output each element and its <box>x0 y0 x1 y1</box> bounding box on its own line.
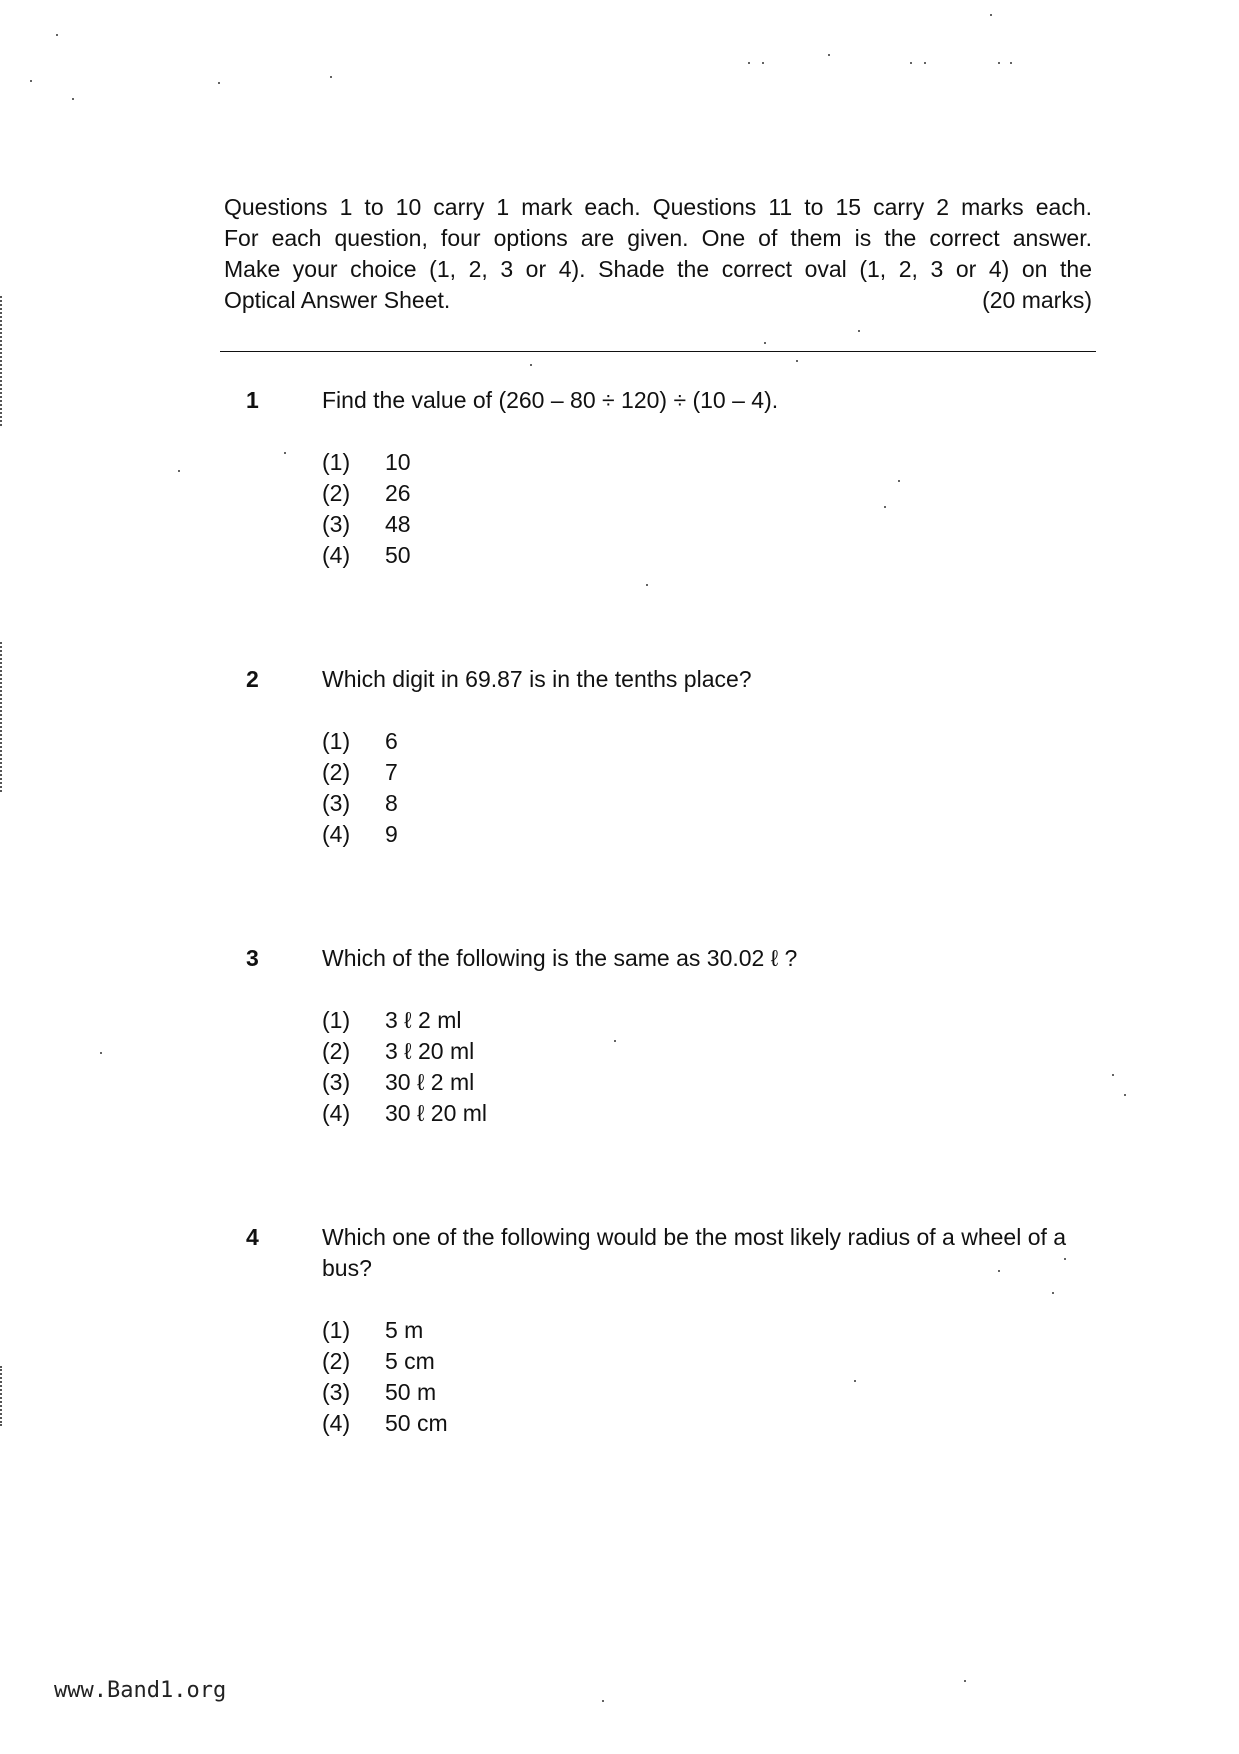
question-text: Which digit in 69.87 is in the tenths place? <box>322 666 752 692</box>
scan-speck <box>924 62 926 64</box>
option-value: 30 ℓ 2 ml <box>385 1069 475 1095</box>
option-item <box>322 478 411 509</box>
option-value: 50 m <box>385 1379 437 1405</box>
scan-speck <box>964 1680 966 1682</box>
scan-speck <box>1010 62 1012 64</box>
option-value: 8 <box>385 790 398 816</box>
option-list <box>322 1005 487 1129</box>
question-number: 2 <box>246 666 259 692</box>
option-label: (1) <box>322 1007 351 1033</box>
option-item <box>322 1377 448 1408</box>
scan-speck <box>898 480 900 482</box>
scan-speck <box>100 1052 102 1054</box>
option-item <box>322 1067 487 1098</box>
scan-edge-mark <box>0 1366 5 1426</box>
question-text: Which of the following is the same as 30.02 ℓ ? <box>322 945 798 971</box>
option-value: 50 <box>385 542 411 568</box>
scan-speck <box>284 452 286 454</box>
instructions-last-line <box>224 285 1092 316</box>
option-item <box>322 509 411 540</box>
option-value: 26 <box>385 480 411 506</box>
option-value: 5 cm <box>385 1348 435 1374</box>
scan-speck <box>858 330 860 332</box>
option-value: 7 <box>385 759 398 785</box>
scan-speck <box>764 342 766 344</box>
option-item <box>322 819 398 850</box>
option-value: 6 <box>385 728 398 754</box>
option-label: (4) <box>322 821 351 847</box>
option-label: (1) <box>322 1317 351 1343</box>
option-label: (4) <box>322 542 351 568</box>
option-label: (2) <box>322 1038 351 1064</box>
option-label: (4) <box>322 1100 351 1126</box>
scan-speck <box>828 54 830 56</box>
option-item <box>322 540 411 571</box>
question-text: Which one of the following would be the most likely radius of a wheel of a bus? <box>322 1224 1067 1281</box>
option-value: 50 cm <box>385 1410 448 1436</box>
option-value: 3 ℓ 20 ml <box>385 1038 475 1064</box>
scan-speck <box>910 62 912 64</box>
section-divider <box>220 351 1096 352</box>
option-value: 3 ℓ 2 ml <box>385 1007 462 1033</box>
option-item <box>322 788 398 819</box>
option-label: (2) <box>322 480 351 506</box>
scan-speck <box>530 364 532 366</box>
option-label: (2) <box>322 759 351 785</box>
option-list <box>322 726 398 850</box>
question-number: 3 <box>246 945 259 971</box>
option-list <box>322 447 411 571</box>
question-number: 1 <box>246 387 259 413</box>
scan-speck <box>1112 1074 1114 1076</box>
option-label: (4) <box>322 1410 351 1436</box>
scan-speck <box>1052 1292 1054 1294</box>
question-text: Find the value of (260 – 80 ÷ 120) ÷ (10 – 4). <box>322 387 779 413</box>
scan-speck <box>854 1380 856 1382</box>
scan-speck <box>218 82 220 84</box>
scan-speck <box>1124 1094 1126 1096</box>
option-item <box>322 1315 448 1346</box>
scan-speck <box>330 76 332 78</box>
option-item <box>322 1005 487 1036</box>
scan-speck <box>998 62 1000 64</box>
option-item <box>322 1098 487 1129</box>
question-number: 4 <box>246 1224 259 1250</box>
total-marks: (20 marks) <box>982 287 1092 313</box>
option-label: (2) <box>322 1348 351 1374</box>
scan-speck <box>646 584 648 586</box>
option-item <box>322 1036 487 1067</box>
option-value: 5 m <box>385 1317 424 1343</box>
option-label: (3) <box>322 1069 351 1095</box>
scan-edge-mark <box>0 296 5 426</box>
option-label: (1) <box>322 449 351 475</box>
instructions-line: For each question, four options are given. One of them is the correct answer. <box>224 225 1092 251</box>
option-item <box>322 757 398 788</box>
option-value: 30 ℓ 20 ml <box>385 1100 488 1126</box>
instructions-line: Questions 1 to 10 carry 1 mark each. Questions 11 to 15 carry 2 marks each. <box>224 194 1092 220</box>
scan-edge-mark <box>0 642 5 792</box>
option-item <box>322 1408 448 1439</box>
scan-speck <box>796 360 798 362</box>
option-list <box>322 1315 448 1439</box>
scan-speck <box>178 470 180 472</box>
instructions-line: Optical Answer Sheet. <box>224 287 451 313</box>
option-value: 10 <box>385 449 411 475</box>
scan-speck <box>602 1700 604 1702</box>
scan-speck <box>30 80 32 82</box>
option-item <box>322 726 398 757</box>
instructions-paragraph <box>224 192 1092 316</box>
scan-speck <box>884 506 886 508</box>
scan-speck <box>72 98 74 100</box>
option-label: (3) <box>322 790 351 816</box>
option-label: (1) <box>322 728 351 754</box>
option-value: 9 <box>385 821 398 847</box>
option-item <box>322 1346 448 1377</box>
option-label: (3) <box>322 1379 351 1405</box>
scan-speck <box>990 14 992 16</box>
scan-speck <box>762 62 764 64</box>
option-value: 48 <box>385 511 411 537</box>
scan-speck <box>614 1040 616 1042</box>
scan-speck <box>56 34 58 36</box>
scan-speck <box>748 62 750 64</box>
footer-website-link[interactable]: www.Band1.org <box>54 1678 227 1703</box>
instructions-line: Make your choice (1, 2, 3 or 4). Shade the correct oval (1, 2, 3 or 4) on the <box>224 256 1092 282</box>
option-label: (3) <box>322 511 351 537</box>
option-item <box>322 447 411 478</box>
